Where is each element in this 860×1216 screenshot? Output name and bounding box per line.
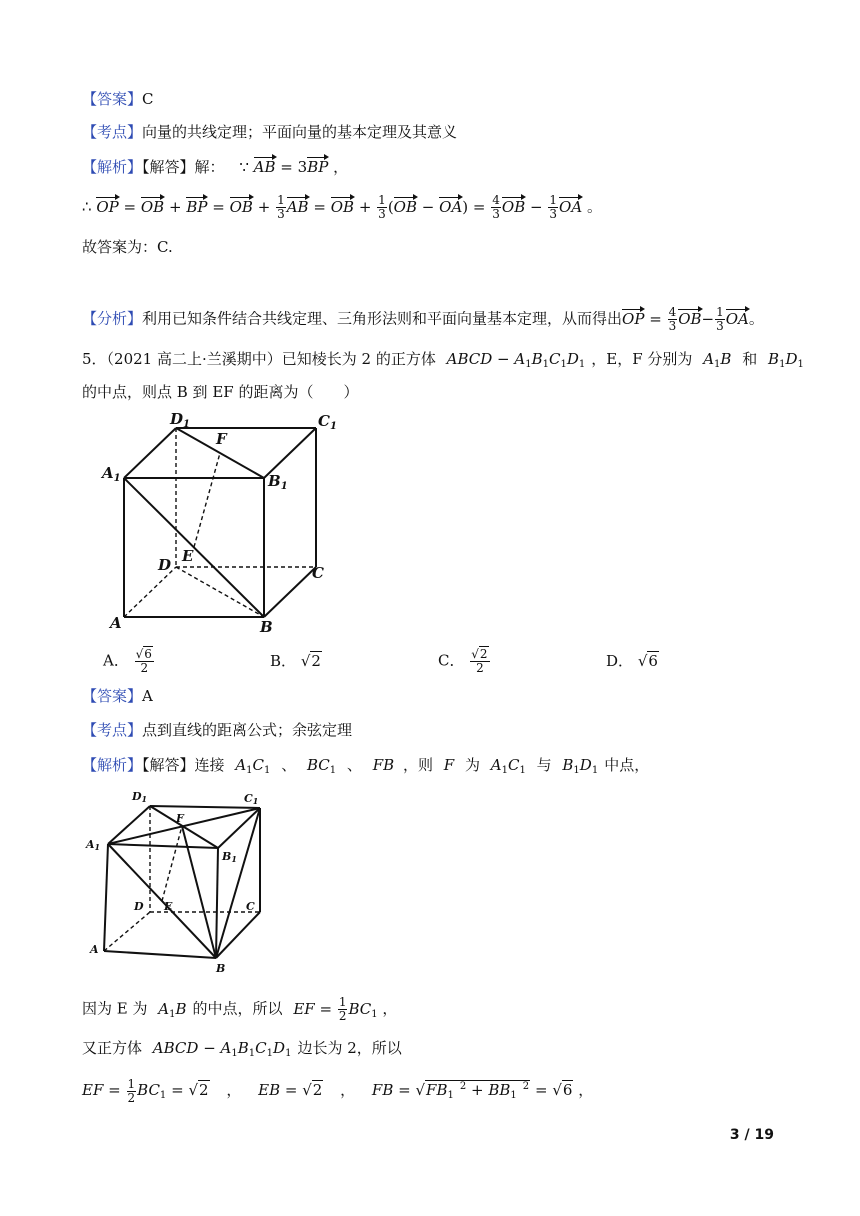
q5-stem1: 已知棱长为 2 的正方体 <box>281 350 436 368</box>
label-d1: $D_1$ <box>170 410 190 430</box>
edge-a1-a <box>104 844 108 951</box>
answer-tag: 【答案】 <box>82 687 143 705</box>
label-b: B <box>216 962 226 975</box>
option-b[interactable]: B． √2 <box>270 652 321 670</box>
summary-text: 利用已知条件结合共线定理、三角形法则和平面向量基本定理，从而得出 <box>142 309 623 328</box>
label-e: E <box>182 547 194 565</box>
page-number: 3 / 19 <box>729 1127 774 1143</box>
edge-b-c <box>264 567 316 617</box>
because-line: 因为 E 为 $A_1B$ 的中点，所以 EF = $\frac{1}{2}$ $BC_1$ ， <box>82 995 398 1023</box>
q5-analysis-line: 【解析】【解答】连接 $A_1C_1$ 、 $BC_1$ 、 FB ，则 F 为 $A_1C_1$ 与 $B_1D_1$ 中点， <box>82 756 650 776</box>
prev-summary-line: 【分析】利用已知条件结合共线定理、三角形法则和平面向量基本定理，从而得出OP = $\frac{4}{3}$ OB− $\frac{1}{3}$ OA。 <box>82 305 764 333</box>
label-d1: D1 <box>132 790 148 804</box>
therefore-symbol: ∴ <box>82 197 92 216</box>
label-a: A <box>90 943 99 956</box>
seg-b1d1: $B_1D_1$ <box>768 350 804 370</box>
result-line: EF = $\frac{1}{2}$ $BC_1 = √2$ ， EB = √2 ， FB = $√FB_1^2 + BB_1^2 = √6$ ， <box>82 1076 594 1105</box>
given-equation: AB = 3BP <box>253 158 329 176</box>
prev-point-line <box>82 121 457 143</box>
point-tag: 【考点】 <box>82 721 143 739</box>
solve-lead: 解： <box>194 158 225 176</box>
label-c1: $C_1$ <box>318 412 337 432</box>
q5-stem2: ，E，F 分别为 <box>591 350 693 368</box>
edge-a-d <box>124 567 176 617</box>
also-line: 又正方体 ABCD − $A_1B_1C_1D_1$ 边长为 2，所以 <box>82 1039 402 1059</box>
q5-stem-line1 <box>82 348 804 376</box>
option-a[interactable]: A． $\frac{√6}{2}$ <box>103 647 152 675</box>
derivation-equation: OP = OB + BP = OB + $\frac{1}{3}$ AB = OB + $\frac{1}{3}$ (OB − OA) = $\frac{4}{3}$ OB − $\frac{1}{3}$ OA <box>96 193 583 221</box>
edge-d1-c1 <box>150 806 260 808</box>
label-d: D <box>134 900 144 913</box>
point-tag: 【考点】 <box>82 123 143 141</box>
q5-stem-line2: 的中点，则点 B 到 EF 的距离为（ ） <box>82 383 359 401</box>
label-c: C <box>312 564 324 582</box>
summary-tag: 【分析】 <box>82 309 143 328</box>
label-f: F <box>176 812 184 825</box>
label-d: D <box>158 556 172 574</box>
q5-number: 5． <box>82 350 107 368</box>
solve-tag: 【解答】 <box>142 756 195 774</box>
q5-point-line <box>82 719 352 741</box>
label-b: B <box>260 618 273 636</box>
edge-b1-b <box>216 848 218 958</box>
seg-f-b <box>182 826 216 958</box>
answer-tag: 【答案】 <box>82 90 143 108</box>
prev-analysis-line: 【解析】【解答】解： ∵ AB = 3BP ， <box>82 158 349 176</box>
q5-source: （2021 高二上·兰溪期中） <box>106 350 282 368</box>
answer-value: A <box>142 687 153 705</box>
option-c[interactable]: C． $\frac{√2}{2}$ <box>438 647 488 675</box>
seg-a1-c1 <box>108 808 260 844</box>
conclusion-line: 故答案为：C. <box>82 238 173 256</box>
answer-value: C <box>142 90 154 108</box>
analysis-tag: 【解析】 <box>82 158 143 176</box>
edge-c1-b1 <box>264 428 316 478</box>
label-e: E <box>164 900 173 913</box>
seg-a1b: $A_1B$ <box>703 350 732 370</box>
point-text: 向量的共线定理；平面向量的基本定理及其意义 <box>142 123 458 141</box>
label-a1: $A_1$ <box>102 464 121 484</box>
label-f: F <box>216 430 227 448</box>
label-b1: $B_1$ <box>268 472 288 492</box>
point-text: 点到直线的距离公式；余弦定理 <box>142 721 353 739</box>
edge-a-b <box>104 951 216 958</box>
cube-name: ABCD − $A_1B_1C_1D_1$ <box>446 350 586 370</box>
seg-e-f <box>194 453 220 547</box>
edge-a1-b1 <box>108 844 218 848</box>
edge-a1-d1 <box>124 428 176 478</box>
label-b1: B1 <box>222 850 237 864</box>
cube-figure-1 <box>98 404 348 640</box>
label-a1: A1 <box>86 838 101 852</box>
cube-figure-2 <box>84 786 284 976</box>
seg-e-f <box>162 826 182 901</box>
prev-answer-line <box>82 88 154 110</box>
label-a: A <box>110 614 122 632</box>
label-c1: C1 <box>244 792 259 806</box>
label-c: C <box>246 900 255 913</box>
q5-and: 和 <box>742 350 758 368</box>
edge-a-d <box>104 912 150 951</box>
option-d[interactable]: D． √6 <box>606 652 658 670</box>
solve-tag: 【解答】 <box>142 158 195 176</box>
since-symbol: ∵ <box>239 158 249 176</box>
analysis-tag: 【解析】 <box>82 756 143 774</box>
derivation-line: ∴ OP = OB + BP = OB + $\frac{1}{3}$ AB = OB + $\frac{1}{3}$ (OB − OA) = $\frac{4}{3}$ OB − $\frac{1}{3}$ OA 。 <box>82 193 602 221</box>
summary-equation: OP = $\frac{4}{3}$ OB− $\frac{1}{3}$ OA <box>622 305 749 333</box>
q5-answer-line <box>82 685 153 707</box>
